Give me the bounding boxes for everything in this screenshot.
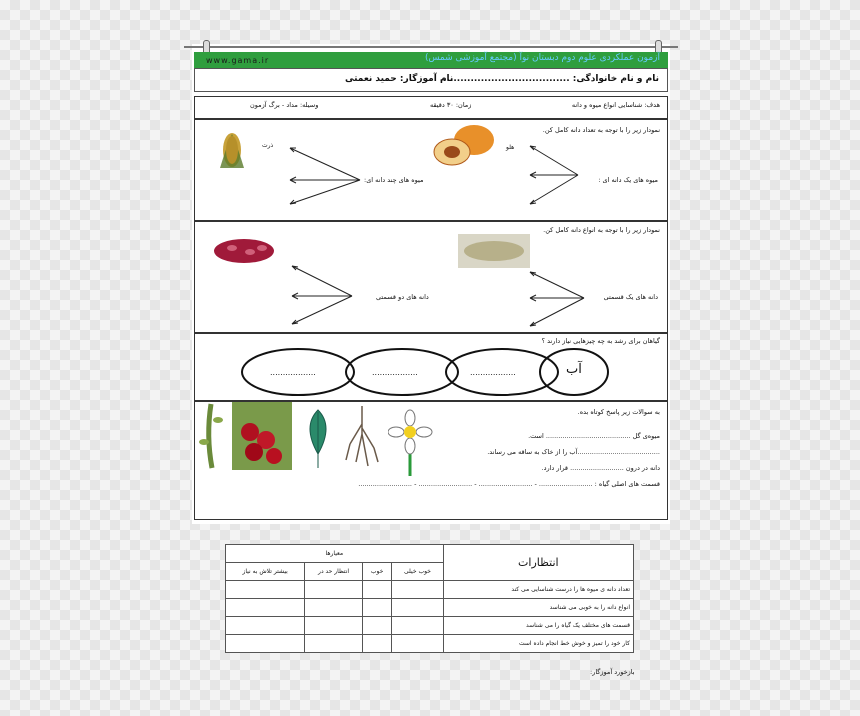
rubric-table [225,544,634,653]
peach-image [430,122,498,170]
level-4: خوب خیلی [392,563,443,581]
worksheet-title: آزمون عملکردی علوم دوم دبستان نوآ (مجتمع آموزشی شمس) [424,53,660,63]
rubric-cell[interactable] [305,581,363,599]
section3-instruction: گیاهان برای رشد به چه چیزهایی نیاز دارند ؟ [541,337,660,345]
site-url: www.gama.ir [206,56,270,65]
rubric-cell[interactable] [226,581,305,599]
beans-image [212,236,276,266]
section4-instruction: به سوالات زیر پاسخ کوتاه بده. [577,408,660,416]
rubric-row-label: تعداد دانه ی میوه ها را درست شناسایی می کند [443,581,633,599]
single-seed-label: میوه های یک دانه ای : [598,176,658,184]
question-1: میوه‌ی گل ......................................... است. [528,432,660,440]
leaf-image [298,406,338,470]
binder-rail [184,46,678,48]
rubric-row-label: قسمت های مختلف یک گیاه را می شناسد [443,617,633,635]
question-2: ........................................آب را از خاک به ساقه می رساند. [487,448,660,456]
level-3: خوب [362,563,391,581]
teacher-name: نام آموزگار: حمید نعمتی [345,74,454,84]
rubric-cell[interactable] [305,635,363,653]
flower-image [388,404,434,478]
section1-instruction: نمودار زیر را با توجه به تعداد دانه کامل کن. [542,126,660,134]
divider [194,332,668,334]
tools-text: وسیله: مداد - برگ آزمون [250,101,319,109]
rubric-cell[interactable] [226,617,305,635]
level-1: بیشتر تلاش به نیاز [226,563,305,581]
rubric-row-label: انواع دانه را به خوبی می شناسد [443,599,633,617]
question-3: دانه در درون .......................... قرار دارد. [541,464,660,472]
arrow-diagram-right-2 [520,266,590,332]
rubric-row-label: کار خود را تمیز و خوش خط انجام داده است [443,635,633,653]
expectations-header: انتظارات [443,545,633,581]
divider [194,118,668,120]
level-2: انتظار حد در [305,563,363,581]
oval-water: آب [566,362,582,377]
rubric-cell[interactable] [362,581,391,599]
rubric-cell[interactable] [362,617,391,635]
section2-instruction: نمودار زیر را با توجه به انواع دانه کامل کن. [543,226,660,234]
divider [194,220,668,222]
oval-blank-1: .................. [470,368,516,377]
grains-image [458,234,530,268]
arrow-diagram-right-1 [520,140,584,210]
rubric-cell[interactable] [362,635,391,653]
root-image [342,404,382,470]
rubric-cell[interactable] [392,599,443,617]
arrow-diagram-left-2 [282,262,358,330]
criteria-header: معیارها [226,545,444,563]
rubric-cell[interactable] [226,599,305,617]
goal-text: هدف: شناسایی انواع میوه و دانه [571,101,660,109]
multi-seed-label: میوه های چند دانه ای: [364,176,424,184]
stem-image [196,402,226,470]
peach-word: هلو [506,144,515,151]
rubric-cell[interactable] [226,635,305,653]
rubric-cell[interactable] [392,581,443,599]
oval-blank-3: .................. [270,368,316,377]
rubric-cell[interactable] [392,635,443,653]
teacher-feedback-label: بازخورد آموزگار: [590,668,635,676]
corn-image [212,128,252,172]
rubric-cell[interactable] [305,599,363,617]
monocot-label: دانه های یک قسمتی [603,293,658,301]
rubric-cell[interactable] [362,599,391,617]
cherries-image [232,402,292,470]
arrow-diagram-left-1 [280,140,366,210]
dicot-label: دانه های دو قسمتی [376,293,429,301]
question-4: قسمت های اصلی گیاه : .......................... - .......................... - .......................... - .......................... [358,480,660,488]
name-header [194,68,668,92]
oval-blank-2: .................. [372,368,418,377]
corn-word: ذرت [262,142,274,149]
rubric-cell[interactable] [305,617,363,635]
time-text: زمان: ۳۰ دقیقه [430,101,472,109]
rubric-cell[interactable] [392,617,443,635]
student-name-field: نام و نام خانوادگی: ...................................... [439,74,659,84]
